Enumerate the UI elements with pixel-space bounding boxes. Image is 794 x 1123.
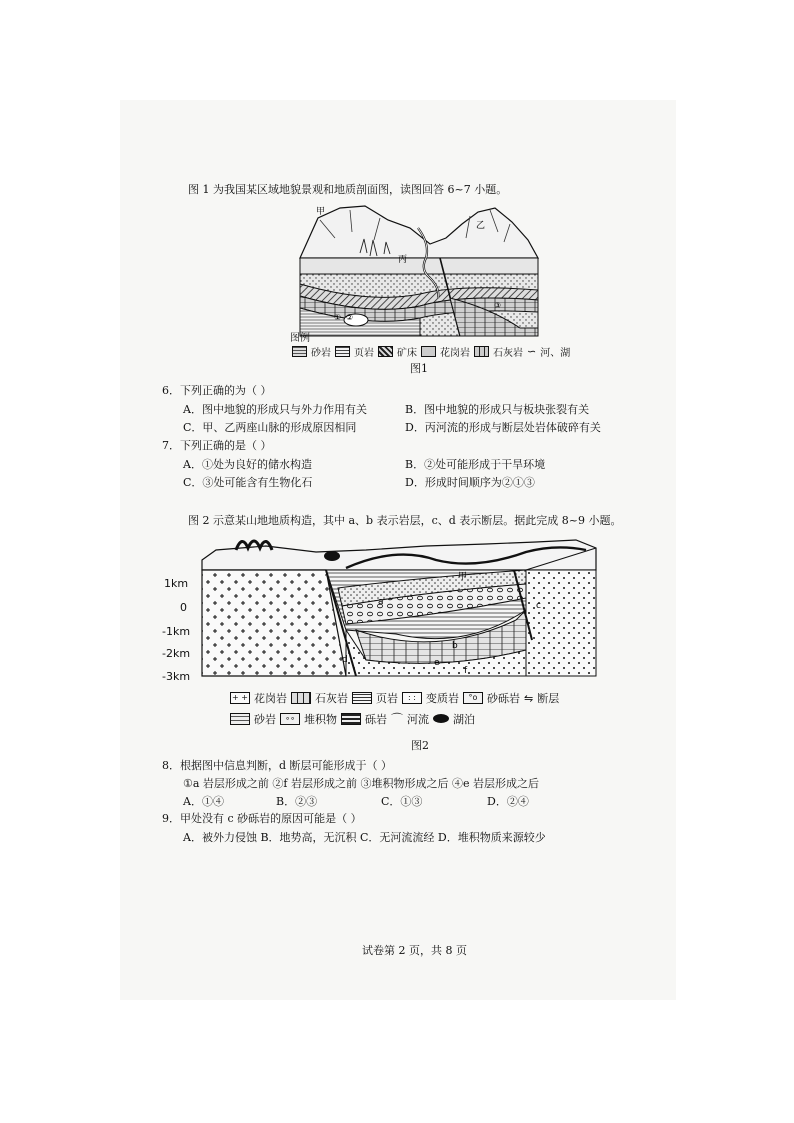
fig1-label-2: ②: [346, 313, 354, 322]
q9-stem: 9．甲处没有 c 砂砾岩的原因可能是（ ）: [162, 812, 362, 825]
fig2-legend-item: 砾岩: [365, 712, 387, 726]
q8-option-b: B．②③: [276, 795, 318, 808]
conglomerate-swatch: [341, 713, 361, 725]
fig1-legend-title: 图例: [290, 333, 310, 344]
q6-option-c: C．甲、乙两座山脉的形成原因相同: [183, 421, 357, 434]
granite-swatch: [421, 346, 436, 357]
limestone-swatch: [291, 692, 311, 704]
q7-option-a: A．①处为良好的储水构造: [183, 458, 312, 471]
fig1-legend-item: 河、湖: [540, 347, 571, 359]
lake-icon: [433, 714, 449, 723]
q6-stem: 6．下列正确的为（ ）: [162, 384, 272, 397]
fig1-label-3: ③: [494, 301, 502, 310]
fig1-diagram: [290, 198, 542, 344]
ore-swatch: [378, 346, 393, 357]
q6-option-a: A．图中地貌的形成只与外力作用有关: [183, 403, 367, 416]
fig1-legend-item: 花岗岩: [440, 347, 470, 359]
limestone-swatch: [474, 346, 489, 357]
fig2-intro: 图 2 示意某山地地质构造，其中 a、b 表示岩层，c、d 表示断层。据此完成 8~9 小题。: [188, 514, 622, 527]
q8-option-a: A．①④: [183, 795, 224, 808]
q6-option-b: B．图中地貌的形成只与板块张裂有关: [405, 403, 590, 416]
fig2-label-d: d: [342, 655, 348, 665]
q8-stem: 8．根据图中信息判断，d 断层可能形成于（ ）: [162, 759, 393, 772]
fault-icon: ⇋: [524, 691, 534, 705]
fig2-legend-item: 页岩: [376, 692, 398, 705]
fig1-legend-item: 页岩: [354, 347, 374, 359]
fig2-legend-item: 河流: [407, 712, 430, 726]
q8-option-d: D．②④: [487, 795, 529, 808]
fig2-caption: 图2: [411, 739, 429, 752]
fig2-legend-item: 石灰岩: [315, 692, 348, 705]
fig1-legend-item: 矿床: [397, 347, 417, 359]
river-icon: ⌒: [391, 712, 404, 726]
fig2-label-e: e: [434, 658, 440, 668]
fig1-legend-item: 砂岩: [311, 347, 331, 359]
fig2-legend-row1: [230, 690, 559, 706]
q7-option-c: C．③处可能含有生物化石: [183, 476, 313, 489]
fig2-label-c: c: [536, 601, 541, 611]
q8-option-c: C．①③: [381, 795, 423, 808]
fig2-legend-item: 断层: [537, 692, 560, 705]
q9-options: A．被外力侵蚀 B．地势高，无沉积 C．无河流流经 D．堆积物质来源较少: [183, 831, 546, 844]
fig2-legend-item: 砂岩: [254, 712, 276, 726]
q7-option-b: B．②处可能形成于干旱环境: [405, 458, 546, 471]
conglomerate-sand-swatch: °o: [463, 692, 483, 704]
q8-statements: ①a 岩层形成之前 ②f 岩层形成之前 ③堆积物形成之后 ④e 岩层形成之后: [183, 777, 539, 790]
fig1-label-jia: 甲: [316, 207, 326, 217]
depth-label: -1km: [162, 625, 191, 638]
fig2-label-f: f: [464, 666, 468, 676]
q6-option-d: D．丙河流的形成与断层处岩体破碎有关: [405, 421, 601, 434]
fig1-caption: 图1: [410, 362, 428, 375]
fig1-label-yi: 乙: [476, 221, 486, 231]
metamorphic-swatch: : :: [402, 692, 422, 704]
deposit-swatch: ∘∘: [280, 713, 300, 725]
fig2-legend-item: 花岗岩: [254, 692, 287, 705]
page-footer: 试卷第 2 页，共 8 页: [362, 944, 467, 957]
fig2-diagram: [196, 530, 598, 686]
granite-swatch: + +: [230, 692, 250, 704]
fig2-legend-item: 砂砾岩: [487, 692, 520, 705]
fig1-label-bing: 丙: [398, 255, 408, 265]
q7-stem: 7．下列正确的是（ ）: [162, 439, 272, 452]
river-lake-icon: ∽: [527, 344, 537, 358]
q7-option-d: D．形成时间顺序为②①③: [405, 476, 535, 489]
fig2-legend-item: 变质岩: [426, 692, 459, 705]
fig1-legend: [292, 344, 570, 358]
sandstone-swatch: [292, 346, 307, 357]
shale-swatch: [352, 692, 372, 704]
depth-label: 0: [180, 601, 187, 614]
depth-label: 1km: [164, 577, 189, 590]
depth-label: -3km: [162, 670, 191, 683]
fig1-legend-item: 石灰岩: [493, 347, 523, 359]
fig2-label-a: a: [378, 597, 384, 607]
fig2-legend-item: 湖泊: [453, 712, 476, 726]
fig2-label-b: b: [452, 641, 458, 651]
fig1-label-1: ①: [334, 313, 342, 322]
shale-swatch: [335, 346, 350, 357]
fig1-intro: 图 1 为我国某区域地貌景观和地质剖面图，读图回答 6~7 小题。: [188, 183, 508, 196]
depth-label: -2km: [162, 647, 191, 660]
fig2-legend-row2: [230, 710, 475, 727]
fig2-legend-item: 堆积物: [304, 712, 337, 726]
fig2-label-jia: 甲: [458, 572, 468, 582]
sandstone-swatch: [230, 713, 250, 725]
